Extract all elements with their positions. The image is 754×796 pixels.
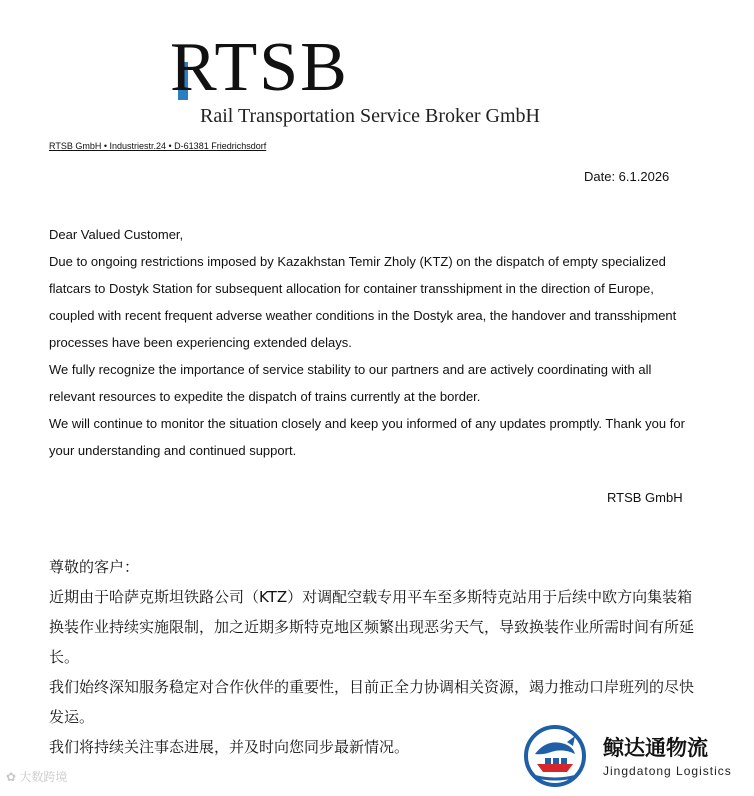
company-name-en: Jingdatong Logistics [603, 764, 732, 778]
paragraph: We will continue to monitor the situation closely and keep you informed of any updates promptly. Thank you for your understanding and continued support. [49, 416, 685, 458]
whale-ship-icon [523, 724, 587, 788]
letter-date: Date: 6.1.2026 [584, 169, 670, 184]
paragraph-cn: 我们将持续关注事态进展，并及时向您同步最新情况。 [49, 738, 410, 756]
logo-subtitle: Rail Transportation Service Broker GmbH [200, 105, 540, 127]
logo-title: RTSB [170, 29, 349, 106]
rtsb-logo [170, 29, 570, 132]
salutation-cn: 尊敬的客户： [49, 558, 140, 576]
paragraph: We fully recognize the importance of service stability to our partners and are actively coordinating with all relevant resources to expedite the dispatch of trains currently at the border. [49, 362, 652, 404]
salutation: Dear Valued Customer, [49, 227, 184, 242]
company-logo [523, 720, 748, 790]
watermark-text: 大数跨境 [19, 770, 68, 784]
company-name-cn: 鲸达通物流 [603, 736, 708, 760]
sender-address: RTSB GmbH • Industriestr.24 • D-61381 Friedrichsdorf [49, 141, 267, 151]
paragraph: Due to ongoing restrictions imposed by Kazakhstan Temir Zholy (KTZ) on the dispatch of empty specialized flatcars to Dostyk Station for subsequent allocation for container transshipment in the direction of Europe, coupled with recent frequent adverse weather conditions in the Dostyk area, the handover and transshipment processes have been experiencing extended delays. [49, 254, 677, 350]
watermark [6, 768, 67, 785]
signature: RTSB GmbH [607, 490, 683, 505]
paragraph-cn: 我们始终深知服务稳定对合作伙伴的重要性，目前正全力协调相关资源，竭力推动口岸班列的尽快发运。 [49, 678, 695, 726]
watermark-icon: ✿ [6, 770, 20, 784]
paragraph-cn: 近期由于哈萨克斯坦铁路公司（KTZ）对调配空载专用平车至多斯特克站用于后续中欧方向集装箱换装作业持续实施限制，加之近期多斯特克地区频繁出现恶劣天气，导致换装作业所需时间有所延长。 [49, 588, 695, 666]
letter-body-english [49, 221, 699, 464]
